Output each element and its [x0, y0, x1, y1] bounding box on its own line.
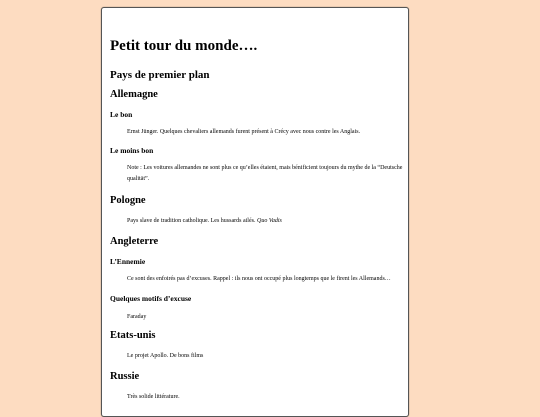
section-subtitle: Pays de premier plan: [110, 69, 210, 81]
subheading-ennemie: L’Ennemie: [110, 257, 146, 266]
paragraph-russie: Très solide littérature.: [127, 394, 180, 400]
paragraph-pologne: [127, 216, 282, 227]
heading-pologne: Pologne: [110, 195, 146, 206]
subheading-motifs-excuse: Quelques motifs d’excuse: [110, 294, 192, 303]
document-page: [101, 7, 409, 417]
pologne-text: Pays slave de tradition catholique. Les hussards ailés.: [127, 218, 256, 224]
paragraph-ennemie: Ce sont des enfoirés pas d’excuses. Rappel : ils nous ont occupé plus longtemps que le firent les Allemands…: [127, 276, 391, 282]
heading-allemagne: Allemagne: [110, 89, 158, 100]
paragraph-le-bon: Ernst Jünger. Quelques chevaliers allemands furent présent à Crécy avec nous contre les Anglais.: [127, 129, 361, 135]
pologne-italic-text: Quo Vadis: [256, 218, 282, 224]
paragraph-motifs-excuse: Faraday: [127, 314, 147, 320]
page-title: Petit tour du monde….: [110, 38, 258, 54]
subheading-le-moins-bon: Le moins bon: [110, 146, 154, 155]
heading-angleterre: Angleterre: [110, 236, 159, 247]
subheading-le-bon: Le bon: [110, 110, 133, 119]
heading-russie: Russie: [110, 371, 140, 382]
paragraph-le-moins-bon: Note : Les voitures allemandes ne sont plus ce qu’elles étaient, mais bénificient toujours du mythe de la “Deutsche qualität”.: [127, 165, 403, 182]
paragraph-etats-unis: Le projet Apollo. De bons films: [127, 353, 204, 359]
heading-etats-unis: Etats-unis: [110, 330, 156, 341]
